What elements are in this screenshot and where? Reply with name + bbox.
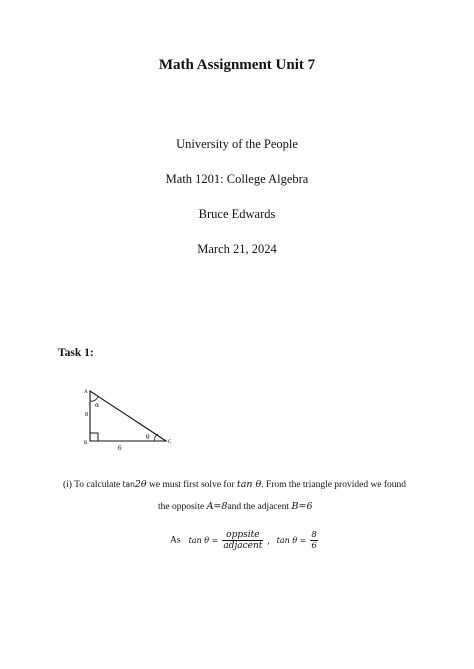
question-mid: we must first solve for xyxy=(149,480,235,490)
equation-as: As xyxy=(170,535,181,546)
task-heading: Task 1: xyxy=(58,347,94,359)
opposite-text: the opposite xyxy=(158,502,205,512)
university-name: University of the People xyxy=(176,137,298,151)
equation-comma: , xyxy=(267,535,270,546)
triangle-figure xyxy=(82,383,182,453)
question-intro: (i) To calculate xyxy=(63,480,121,490)
equation-lhs-2: tan θ = xyxy=(276,536,307,545)
vertex-a-label: A xyxy=(84,390,88,395)
triangle-shape xyxy=(90,391,166,441)
adjacent-text: and the adjacent xyxy=(227,502,290,512)
opposite-expression: A=8 xyxy=(206,501,228,512)
author-name: Bruce Edwards xyxy=(198,207,276,221)
angle-c-label: θ xyxy=(146,434,150,441)
side-bc-label: 6 xyxy=(118,444,122,452)
equation-line xyxy=(170,530,330,558)
side-ab-label: 8 xyxy=(85,412,88,418)
fraction-numerator-2: 8 xyxy=(311,530,317,540)
document-title: Math Assignment Unit 7 xyxy=(158,57,316,73)
adjacent-expression: B=6 xyxy=(291,501,313,512)
submission-date: March 21, 2024 xyxy=(197,242,277,256)
equation-lhs-1: tan θ = xyxy=(188,536,219,545)
angle-a-label: α xyxy=(95,402,100,409)
right-angle-marker xyxy=(90,433,98,441)
eight-over-six xyxy=(310,530,317,551)
tan-function: tan xyxy=(122,480,135,489)
question-line-2 xyxy=(158,501,358,512)
vertex-b-label: B xyxy=(84,441,88,446)
opposite-over-adjacent xyxy=(222,530,263,551)
question-line-1 xyxy=(63,479,423,490)
vertex-c-label: C xyxy=(168,440,172,445)
tan-theta: tan θ xyxy=(236,479,262,490)
angle-a-arc xyxy=(90,397,98,401)
fraction-denominator-2: 6 xyxy=(311,541,317,551)
two-theta: 2θ xyxy=(134,479,147,490)
fraction-numerator-1: oppsite xyxy=(222,530,263,541)
question-end: . From the triangle provided we found xyxy=(261,480,407,490)
course-name: Math 1201: College Algebra xyxy=(165,172,309,186)
fraction-denominator-1: adjacent xyxy=(223,541,263,551)
